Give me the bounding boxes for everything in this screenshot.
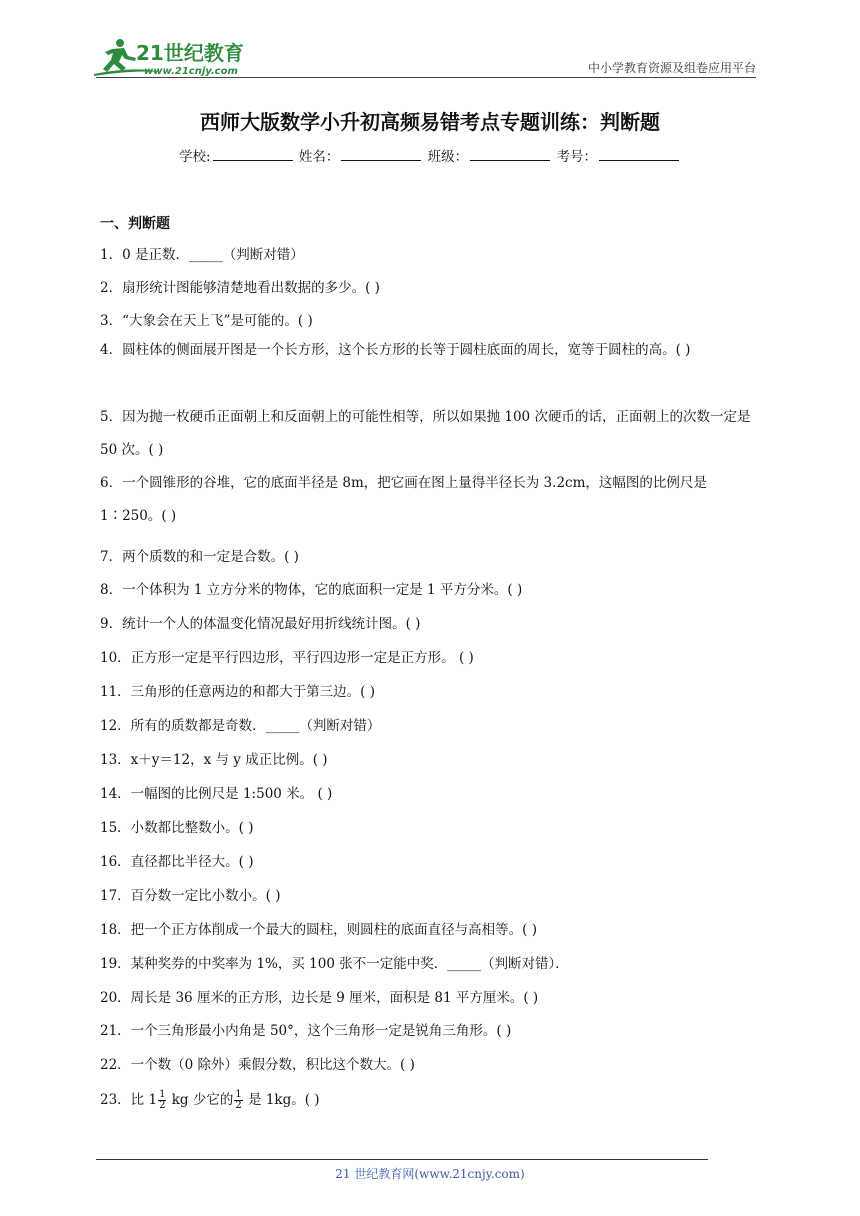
- question-19: 19．某种奖券的中奖率为 1%，买 100 张不一定能中奖．_____（判断对错）．: [100, 956, 569, 972]
- site-logo: [92, 36, 262, 80]
- question-13: 13．x＋y＝12，x 与 y 成正比例。( ): [100, 752, 328, 768]
- exam-no-blank: [599, 147, 679, 161]
- frac2-numerator: 1: [235, 1089, 242, 1100]
- page-title: 西师大版数学小升初高频易错考点专题训练：判断题: [200, 110, 660, 134]
- name-blank: [341, 147, 421, 161]
- question-15: 15．小数都比整数小。( ): [100, 820, 254, 836]
- question-12: 12．所有的质数都是奇数．_____（判断对错）: [100, 718, 381, 734]
- platform-name: 中小学教育资源及组卷应用平台: [587, 61, 756, 75]
- question-20: 20．周长是 36 厘米的正方形，边长是 9 厘米，面积是 81 平方厘米。( ): [100, 990, 539, 1006]
- frac1-numerator: 1: [159, 1089, 166, 1100]
- question-4: 4．圆柱体的侧面展开图是一个长方形，这个长方形的长等于圆柱底面的周长，宽等于圆柱的高。( ): [100, 342, 691, 358]
- logo-url-text: www.21cnjy.com: [144, 66, 238, 77]
- question-5: 5．因为抛一枚硬币正面朝上和反面朝上的可能性相等，所以如果抛 100 次硬币的话，正面朝上的次数一定是 50 次。( ): [100, 409, 751, 458]
- fraction-one-half-b: [234, 1090, 242, 1111]
- school-label: 学校:: [179, 149, 211, 165]
- question-10: 10．正方形一定是平行四边形，平行四边形一定是正方形。 ( ): [100, 650, 474, 666]
- class-blank: [470, 147, 550, 161]
- exam-no-label: 考号：: [556, 149, 597, 165]
- question-1: 1．0 是正数．_____（判断对错）: [100, 247, 304, 263]
- class-label: 班级：: [427, 149, 469, 165]
- question-2: 2．扇形统计图能够清楚地看出数据的多少。( ): [100, 280, 380, 296]
- frac1-denominator: 2: [159, 1100, 166, 1111]
- frac2-denominator: 2: [235, 1100, 242, 1111]
- footer-divider: [96, 1159, 708, 1160]
- question-3: 3．“大象会在天上飞”是可能的。( ): [100, 313, 313, 329]
- header-divider: [96, 77, 756, 78]
- name-label: 姓名：: [298, 149, 340, 165]
- question-23: [100, 1088, 320, 1111]
- school-blank: [213, 147, 293, 161]
- q23-prefix: 23．比 1: [100, 1092, 158, 1108]
- question-11: 11．三角形的任意两边的和都大于第三边。( ): [100, 684, 376, 700]
- question-18: 18．把一个正方体削成一个最大的圆柱，则圆柱的底面直径与高相等。( ): [100, 922, 538, 938]
- question-6: 6．一个圆锥形的谷堆，它的底面半径是 8m，把它画在图上量得半径长为 3.2cm，这幅图的比例尺是 1∶250。( ): [100, 475, 707, 524]
- student-info-line: [0, 145, 860, 165]
- question-8: 8．一个体积为 1 立方分米的物体，它的底面积一定是 1 平方分米。( ): [100, 582, 523, 598]
- question-7: 7．两个质数的和一定是合数。( ): [100, 549, 299, 565]
- section-title: 一、判断题: [100, 216, 170, 232]
- fraction-one-half-a: [158, 1090, 166, 1111]
- footer-link[interactable]: 21 世纪教育网(www.21cnjy.com): [335, 1167, 525, 1181]
- question-9: 9．统计一个人的体温变化情况最好用折线统计图。( ): [100, 616, 421, 632]
- question-17: 17．百分数一定比小数小。( ): [100, 888, 281, 904]
- question-22: 22．一个数（0 除外）乘假分数，积比这个数大。( ): [100, 1057, 415, 1073]
- question-21: 21．一个三角形最小内角是 50°，这个三角形一定是锐角三角形。( ): [100, 1023, 512, 1039]
- q23-mid: kg 少它的: [171, 1092, 234, 1108]
- question-16: 16．直径都比半径大。( ): [100, 854, 254, 870]
- q23-suffix: 是 1kg。( ): [248, 1092, 320, 1108]
- question-14: 14．一幅图的比例尺是 1:500 米。 ( ): [100, 786, 333, 802]
- logo-main-text: 21世纪教育: [136, 41, 244, 65]
